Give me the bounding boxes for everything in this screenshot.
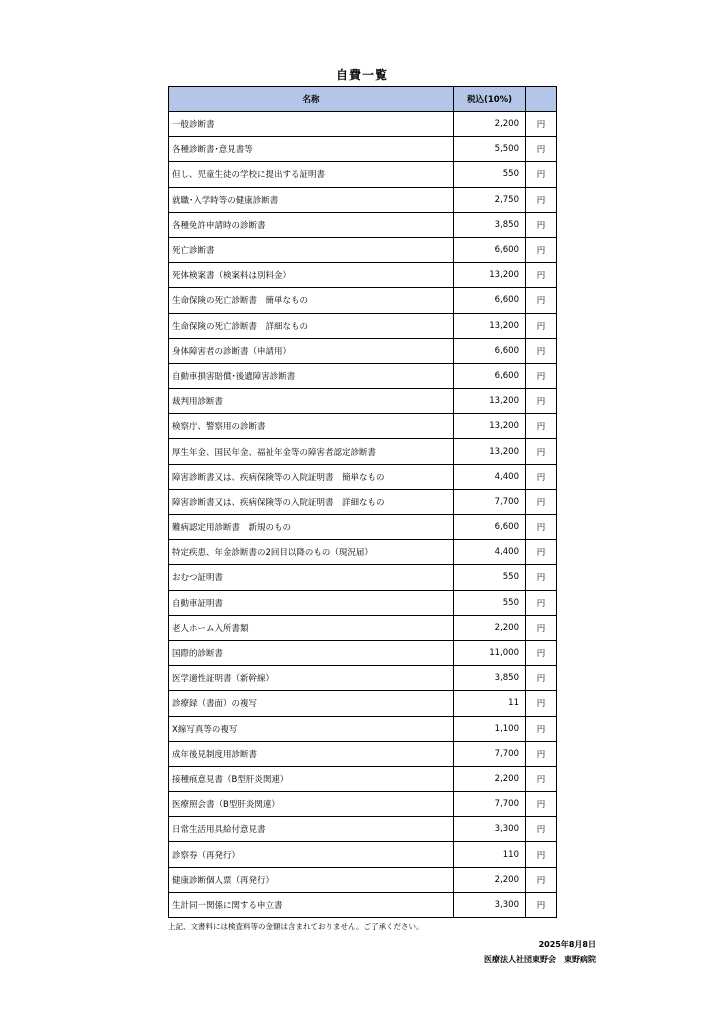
fee-name: 死体検案書（検案料は別料金） xyxy=(169,263,454,288)
fee-price: 2,200 xyxy=(454,766,526,791)
fee-name: 障害診断書又は、疾病保険等の入院証明書 詳細なもの xyxy=(169,489,454,514)
fee-unit: 円 xyxy=(526,842,557,867)
fee-price: 3,300 xyxy=(454,892,526,917)
fee-price: 3,300 xyxy=(454,817,526,842)
table-row xyxy=(169,263,557,288)
organization-name: 医療法人社団東野会 東野病院 xyxy=(484,955,596,964)
fee-name: 難病認定用診断書 新規のもの xyxy=(169,515,454,540)
table-row xyxy=(169,766,557,791)
table-row xyxy=(169,363,557,388)
fee-name: 診察券（再発行） xyxy=(169,842,454,867)
fee-unit: 円 xyxy=(526,565,557,590)
fee-price: 4,400 xyxy=(454,540,526,565)
fee-price: 6,600 xyxy=(454,515,526,540)
fee-price: 13,200 xyxy=(454,263,526,288)
fee-name: 厚生年金、国民年金、福祉年金等の障害者認定診断書 xyxy=(169,439,454,464)
fee-unit: 円 xyxy=(526,489,557,514)
fee-unit: 円 xyxy=(526,741,557,766)
fee-name: 死亡診断書 xyxy=(169,237,454,262)
fee-price: 6,600 xyxy=(454,288,526,313)
table-row xyxy=(169,313,557,338)
fee-price: 1,100 xyxy=(454,716,526,741)
table-row xyxy=(169,615,557,640)
fee-price: 3,850 xyxy=(454,212,526,237)
fee-name: 検察庁、警察用の診断書 xyxy=(169,414,454,439)
fee-price: 7,700 xyxy=(454,741,526,766)
fee-price: 2,750 xyxy=(454,187,526,212)
fee-name: 各種免許申請時の診断書 xyxy=(169,212,454,237)
table-row xyxy=(169,540,557,565)
fee-price: 13,200 xyxy=(454,414,526,439)
fee-name: 生命保険の死亡診断書 詳細なもの xyxy=(169,313,454,338)
table-row xyxy=(169,515,557,540)
fee-name: 生計同一関係に関する申立書 xyxy=(169,892,454,917)
table-row xyxy=(169,288,557,313)
fee-price: 110 xyxy=(454,842,526,867)
fee-price: 7,700 xyxy=(454,792,526,817)
table-header-row xyxy=(169,87,557,112)
fee-price: 11 xyxy=(454,691,526,716)
fee-unit: 円 xyxy=(526,162,557,187)
fee-unit: 円 xyxy=(526,389,557,414)
fee-unit: 円 xyxy=(526,288,557,313)
fee-table xyxy=(168,86,557,918)
fee-name: 接種痕意見書（B型肝炎関連） xyxy=(169,766,454,791)
fee-unit: 円 xyxy=(526,414,557,439)
fee-unit: 円 xyxy=(526,464,557,489)
fee-name: 医学適性証明書（新幹線） xyxy=(169,666,454,691)
table-row xyxy=(169,817,557,842)
table-row xyxy=(169,237,557,262)
fee-name: 老人ホーム入所書類 xyxy=(169,615,454,640)
fee-price: 13,200 xyxy=(454,313,526,338)
fee-unit: 円 xyxy=(526,237,557,262)
fee-name: 但し、児童生徒の学校に提出する証明書 xyxy=(169,162,454,187)
table-row xyxy=(169,212,557,237)
fee-name: X線写真等の複写 xyxy=(169,716,454,741)
fee-name: 医療照会書（B型肝炎関連） xyxy=(169,792,454,817)
table-row xyxy=(169,338,557,363)
fee-unit: 円 xyxy=(526,137,557,162)
table-row xyxy=(169,489,557,514)
table-body xyxy=(169,112,557,918)
fee-name: 一般診断書 xyxy=(169,112,454,137)
table-row xyxy=(169,741,557,766)
table-row xyxy=(169,792,557,817)
page-title: 自費一覧 xyxy=(335,68,388,82)
fee-name: 障害診断書又は、疾病保険等の入院証明書 簡単なもの xyxy=(169,464,454,489)
fee-price: 11,000 xyxy=(454,640,526,665)
fee-unit: 円 xyxy=(526,867,557,892)
header-name: 名称 xyxy=(169,87,454,112)
header-unit xyxy=(526,87,557,112)
fee-name: 就職･入学時等の健康診断書 xyxy=(169,187,454,212)
table-row xyxy=(169,112,557,137)
fee-unit: 円 xyxy=(526,892,557,917)
fee-price: 550 xyxy=(454,590,526,615)
fee-name: 自動車損害賠償･後遺障害診断書 xyxy=(169,363,454,388)
fee-unit: 円 xyxy=(526,540,557,565)
table-row xyxy=(169,867,557,892)
fee-unit: 円 xyxy=(526,338,557,363)
footnote: 上記、文書料には検査料等の金額は含まれておりません。ご了承ください。 xyxy=(168,922,424,931)
fee-unit: 円 xyxy=(526,363,557,388)
fee-unit: 円 xyxy=(526,439,557,464)
table-row xyxy=(169,389,557,414)
fee-name: おむつ証明書 xyxy=(169,565,454,590)
fee-price: 2,200 xyxy=(454,615,526,640)
fee-unit: 円 xyxy=(526,212,557,237)
table-row xyxy=(169,187,557,212)
header-price: 税込(10%) xyxy=(454,87,526,112)
fee-price: 6,600 xyxy=(454,363,526,388)
table-row xyxy=(169,590,557,615)
fee-unit: 円 xyxy=(526,590,557,615)
fee-price: 2,200 xyxy=(454,112,526,137)
fee-unit: 円 xyxy=(526,187,557,212)
fee-name: 自動車証明書 xyxy=(169,590,454,615)
issue-date: 2025年8月8日 xyxy=(538,940,596,949)
fee-price: 13,200 xyxy=(454,439,526,464)
fee-name: 診療録（書面）の複写 xyxy=(169,691,454,716)
fee-unit: 円 xyxy=(526,263,557,288)
fee-price: 550 xyxy=(454,162,526,187)
fee-name: 成年後見制度用診断書 xyxy=(169,741,454,766)
fee-name: 裁判用診断書 xyxy=(169,389,454,414)
fee-unit: 円 xyxy=(526,817,557,842)
fee-name: 日常生活用具給付意見書 xyxy=(169,817,454,842)
fee-unit: 円 xyxy=(526,716,557,741)
fee-unit: 円 xyxy=(526,691,557,716)
fee-price: 550 xyxy=(454,565,526,590)
fee-price: 4,400 xyxy=(454,464,526,489)
fee-name: 特定疾患、年金診断書の2回目以降のもの（現況届） xyxy=(169,540,454,565)
fee-name: 生命保険の死亡診断書 簡単なもの xyxy=(169,288,454,313)
fee-price: 13,200 xyxy=(454,389,526,414)
table-row xyxy=(169,716,557,741)
table-row xyxy=(169,666,557,691)
table-row xyxy=(169,162,557,187)
fee-unit: 円 xyxy=(526,666,557,691)
fee-price: 6,600 xyxy=(454,338,526,363)
fee-name: 国際的診断書 xyxy=(169,640,454,665)
table-row xyxy=(169,842,557,867)
fee-price: 7,700 xyxy=(454,489,526,514)
table-row xyxy=(169,892,557,917)
table-row xyxy=(169,464,557,489)
fee-name: 身体障害者の診断書（申請用） xyxy=(169,338,454,363)
fee-price: 5,500 xyxy=(454,137,526,162)
fee-unit: 円 xyxy=(526,615,557,640)
fee-price: 3,850 xyxy=(454,666,526,691)
fee-unit: 円 xyxy=(526,766,557,791)
fee-price: 6,600 xyxy=(454,237,526,262)
table-row xyxy=(169,565,557,590)
table-row xyxy=(169,640,557,665)
table-row xyxy=(169,137,557,162)
fee-unit: 円 xyxy=(526,515,557,540)
table-row xyxy=(169,414,557,439)
fee-unit: 円 xyxy=(526,792,557,817)
fee-unit: 円 xyxy=(526,112,557,137)
table-row xyxy=(169,691,557,716)
fee-price: 2,200 xyxy=(454,867,526,892)
fee-name: 健康診断個人票（再発行） xyxy=(169,867,454,892)
fee-unit: 円 xyxy=(526,640,557,665)
fee-name: 各種診断書･意見書等 xyxy=(169,137,454,162)
fee-unit: 円 xyxy=(526,313,557,338)
table-row xyxy=(169,439,557,464)
